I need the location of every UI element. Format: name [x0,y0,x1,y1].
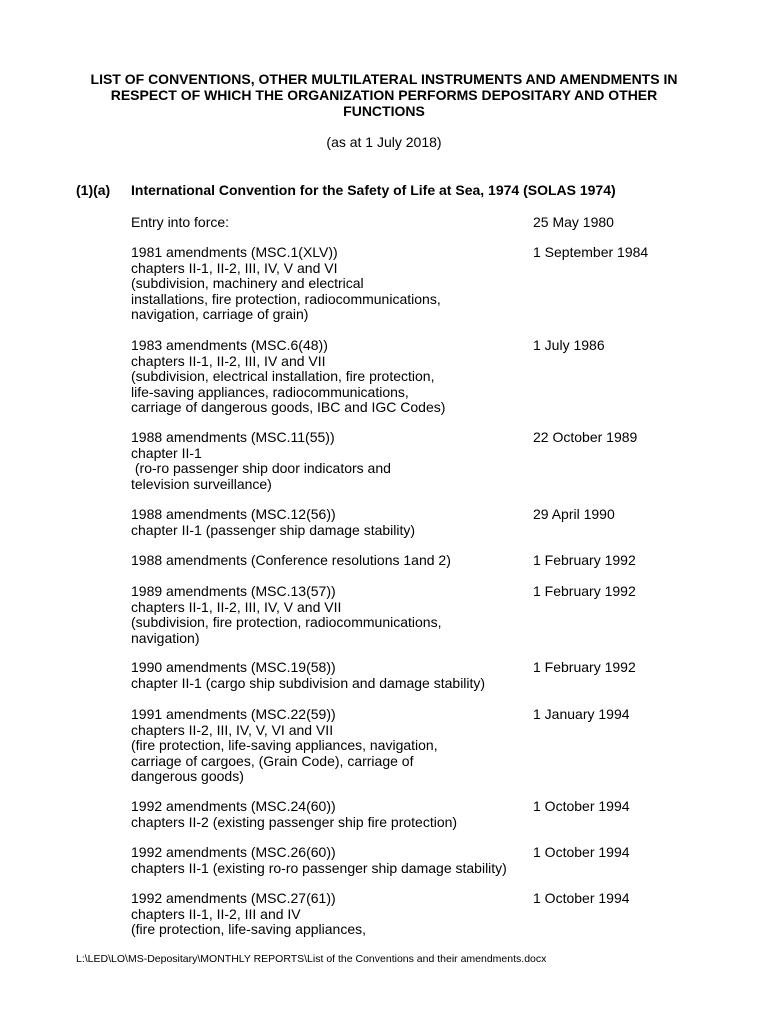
description-line: chapters II-2 (existing passenger ship fire protection) [131,813,458,830]
entry-into-force-date: 1 February 1992 [533,583,636,599]
section-heading [76,181,616,199]
entry-into-force-date: 25 May 1980 [533,214,614,230]
amendment-description [131,245,531,323]
description-line: carriage of dangerous goods, IBC and IGC Codes) [131,399,446,415]
section-number: (1)(a) [76,182,111,198]
description-line: 1992 amendments (MSC.27(61)) [131,890,336,906]
description-line: 1983 amendments (MSC.6(48)) [131,337,328,353]
amendment-entry [131,584,531,646]
amendment-entry [131,845,531,876]
title-line: RESPECT OF WHICH THE ORGANIZATION PERFORMS DEPOSITARY AND OTHER [110,87,658,103]
description-line: navigation) [131,629,200,646]
amendment-entry [131,660,531,691]
description-line: installations, fire protection, radiocommunications, [131,290,441,307]
document-title [60,71,708,119]
amendment-entry [131,799,531,830]
description-line: 1990 amendments (MSC.19(58)) [131,659,336,675]
entry-into-force-date: 1 October 1994 [533,798,630,814]
description-line: (subdivision, fire protection, radiocommunications, [131,614,442,630]
entry-into-force-date: 1 July 1986 [533,337,605,353]
description-line: 1989 amendments (MSC.13(57)) [131,583,336,599]
description-line: chapters II-1, II-2, III, IV and VII [131,352,326,369]
description-line: 1988 amendments (Conference resolutions 1and 2) [131,552,451,568]
as-at-date: (as at 1 July 2018) [326,134,442,150]
description-line: chapter II-1 [131,444,202,461]
description-line: Entry into force: [131,214,230,230]
entry-into-force-date: 1 January 1994 [533,706,630,722]
description-line: chapters II-1, II-2, III and IV [131,905,301,922]
section-title: International Convention for the Safety of Life at Sea, 1974 (SOLAS 1974) [131,182,616,198]
amendment-entry [131,215,531,231]
amendment-description [131,553,531,569]
description-line: (subdivision, electrical installation, fire protection, [131,368,435,384]
description-line: television surveillance) [131,475,272,492]
amendment-entry [131,338,531,416]
amendment-description [131,660,531,691]
description-line: 1981 amendments (MSC.1(XLV)) [131,244,338,260]
entry-into-force-date: 1 September 1984 [533,244,649,260]
description-line: navigation, carriage of grain) [131,306,309,322]
amendment-description [131,799,531,830]
entry-into-force-date: 29 April 1990 [533,506,615,522]
entry-into-force-date: 1 October 1994 [533,890,630,906]
description-line: carriage of cargoes, (Grain Code), carriage of [131,752,414,769]
amendment-description [131,215,531,231]
amendment-entry [131,430,531,492]
description-line: chapters II-1, II-2, III, IV, V and VI [131,259,338,276]
description-line: 1988 amendments (MSC.11(55)) [131,429,335,445]
description-line: (subdivision, machinery and electrical [131,275,364,291]
amendment-entry [131,245,531,323]
title-line: FUNCTIONS [343,103,425,119]
entry-into-force-date: 1 October 1994 [533,844,630,860]
description-line: dangerous goods) [131,768,244,784]
description-line: chapter II-1 (passenger ship damage stability) [131,521,416,538]
amendment-description [131,584,531,646]
description-line: life-saving appliances, radiocommunications, [131,383,409,400]
amendment-entry [131,891,531,938]
amendment-entry [131,707,531,785]
description-line: chapters II-1, II-2, III, IV, V and VII [131,598,342,615]
amendment-entry [131,553,531,569]
title-line: LIST OF CONVENTIONS, OTHER MULTILATERAL INSTRUMENTS AND AMENDMENTS IN [90,71,678,87]
amendment-description [131,338,531,416]
amendment-description [131,430,531,492]
description-line: chapters II-2, III, IV, V, VI and VII [131,721,334,738]
description-line: (ro-ro passenger ship door indicators and [131,460,391,476]
description-line: 1992 amendments (MSC.24(60)) [131,798,336,814]
entry-into-force-date: 1 February 1992 [533,552,636,568]
description-line: chapter II-1 (cargo ship subdivision and damage stability) [131,674,486,691]
description-line: (fire protection, life-saving appliances, navigation, [131,737,438,753]
entry-into-force-date: 1 February 1992 [533,659,636,675]
amendment-description [131,845,531,876]
description-line: chapters II-1 (existing ro-ro passenger ship damage stability) [131,859,507,876]
description-line: 1992 amendments (MSC.26(60)) [131,844,336,860]
entry-into-force-date: 22 October 1989 [533,429,638,445]
amendment-description [131,707,531,785]
amendment-description [131,507,531,538]
amendment-description [131,891,531,938]
description-line: (fire protection, life-saving appliances, [131,921,367,937]
amendment-entry [131,507,531,538]
description-line: 1988 amendments (MSC.12(56)) [131,506,336,522]
description-line: 1991 amendments (MSC.22(59)) [131,706,336,722]
file-path-footer: L:\LED\LO\MS-Depositary\MONTHLY REPORTS\List of the Conventions and their amendments.docx [76,953,547,965]
